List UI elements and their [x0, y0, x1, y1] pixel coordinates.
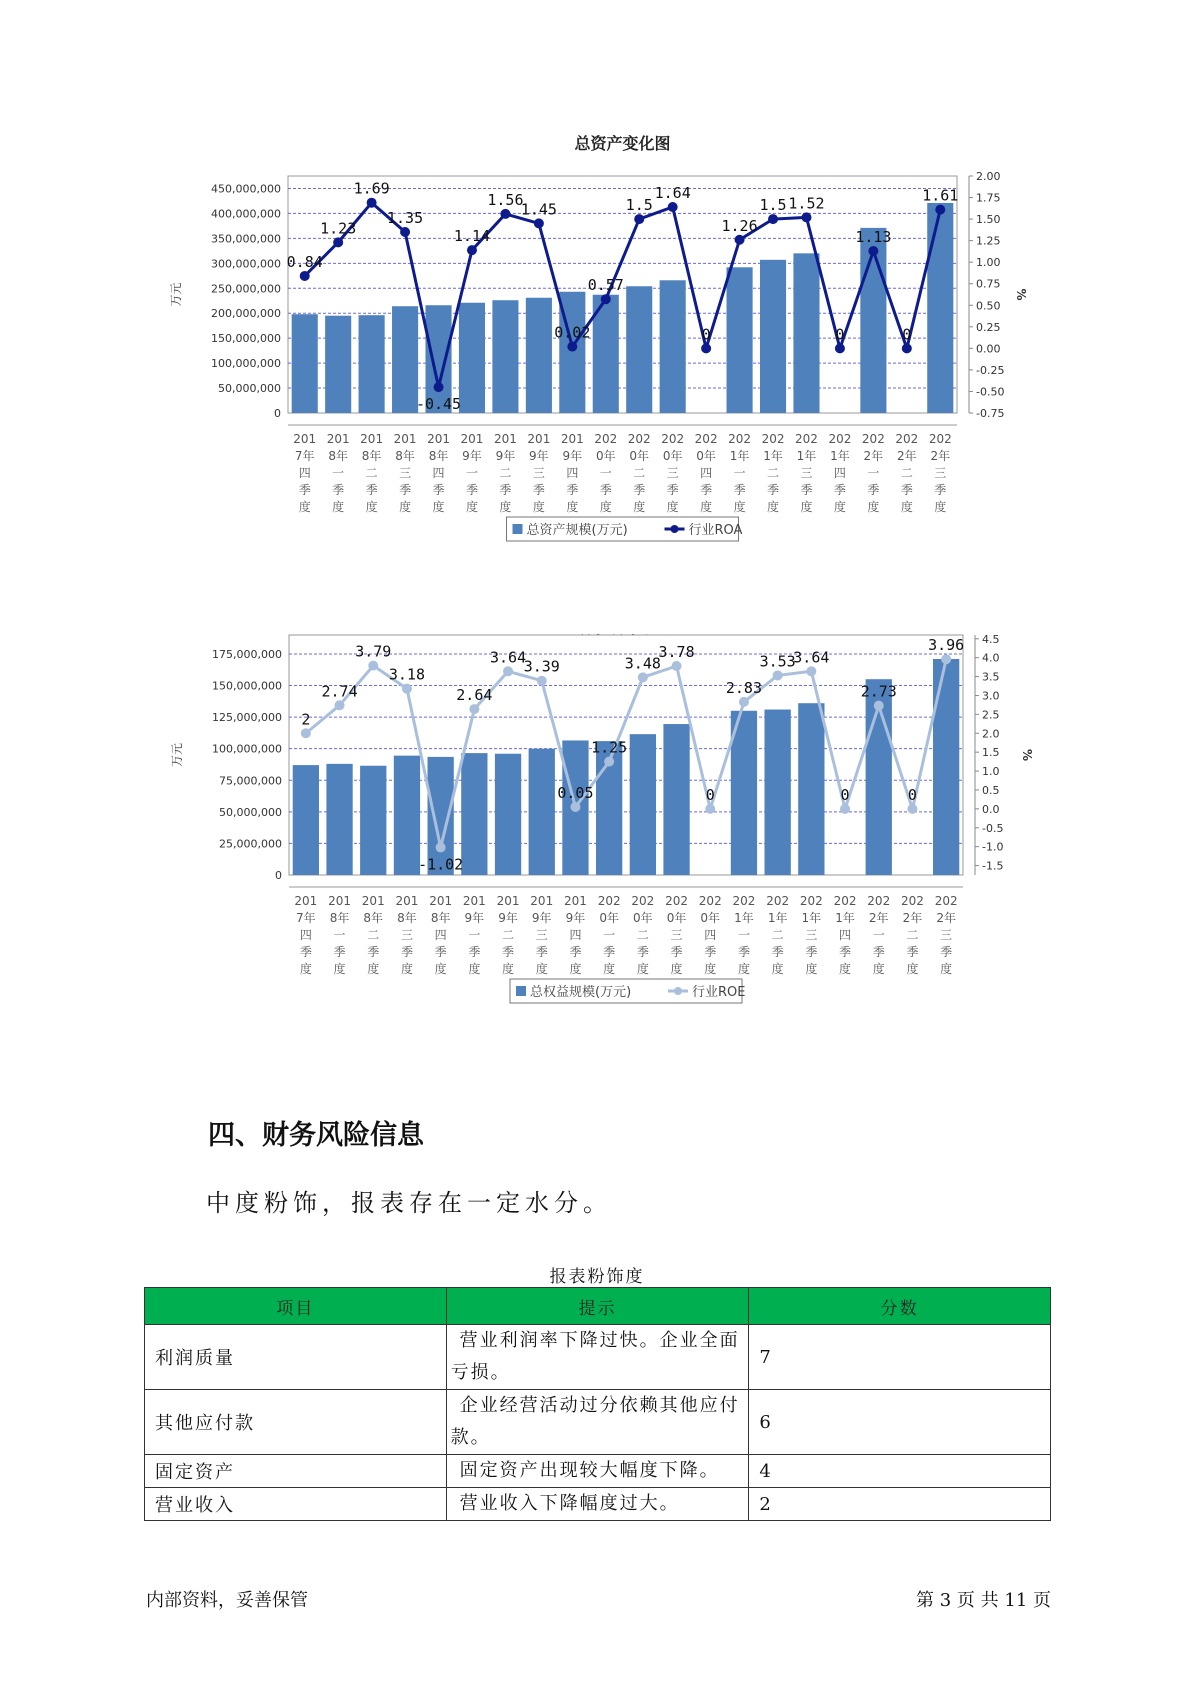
bar [461, 753, 487, 875]
y-tick-label: 150,000,000 [212, 679, 282, 693]
ratio-data-label: 2.74 [321, 682, 358, 701]
bar [360, 766, 386, 875]
total-equity-chart [170, 632, 1034, 1095]
y-tick-label: 50,000,000 [218, 382, 281, 396]
bar [927, 203, 953, 413]
x-tick-label: 202 0年二季度 [627, 432, 651, 514]
ratio-point [469, 704, 479, 714]
bar [492, 300, 518, 413]
x-tick-label: 202 0年二季度 [631, 894, 655, 976]
y2-tick-label: 4.0 [982, 651, 1000, 665]
ratio-data-label: 0 [705, 785, 715, 804]
x-tick-label: 202 0年三季度 [665, 894, 689, 976]
table-caption: 报表粉饰度 [549, 1267, 645, 1287]
x-tick-label: 201 8年四季度 [429, 894, 453, 976]
ratio-data-label: 3.39 [523, 657, 560, 676]
ratio-data-label: 0 [835, 325, 845, 344]
ratio-data-label: 1.13 [855, 227, 892, 246]
x-tick-label: 201 9年一季度 [462, 894, 486, 976]
table-row [145, 1325, 1051, 1390]
y-tick-label: 450,000,000 [211, 182, 281, 196]
y2-tick-label: 3.0 [982, 689, 1000, 703]
x-tick-label: 202 1年三季度 [799, 894, 823, 976]
row-item: 其他应付款 [145, 1390, 447, 1455]
y-tick-label: 125,000,000 [212, 711, 282, 725]
row-hint-line: 款。 [450, 1427, 491, 1448]
table-header-row [145, 1288, 1051, 1325]
ratio-data-label: 0.57 [587, 276, 624, 295]
x-tick-label: 201 8年三季度 [393, 432, 417, 514]
y2-tick-label: 2.0 [982, 727, 1000, 741]
row-item: 营业收入 [145, 1488, 447, 1521]
x-tick-label: 202 1年二季度 [761, 432, 785, 514]
row-score: 7 [749, 1325, 1051, 1390]
bar [765, 710, 791, 875]
x-tick-label: 201 8年三季度 [395, 894, 419, 976]
y-tick-label: 0 [274, 407, 281, 420]
y-tick-label: 75,000,000 [219, 774, 282, 788]
y-tick-label: 300,000,000 [211, 257, 281, 271]
ratio-point [638, 672, 648, 682]
x-tick-label: 202 0年一季度 [594, 432, 618, 514]
ratio-point [400, 227, 410, 237]
ratio-data-label: 0.84 [286, 252, 323, 271]
ratio-data-label: 0 [907, 785, 917, 804]
x-tick-label: 201 9年四季度 [563, 894, 587, 976]
y2-tick-label: 4.5 [982, 632, 1000, 646]
row-hint [446, 1390, 749, 1455]
y-tick-label: 200,000,000 [211, 307, 281, 321]
ratio-data-label: 3.53 [759, 652, 796, 671]
x-tick-label: 202 1年四季度 [833, 894, 857, 976]
x-tick-label: 202 2年二季度 [900, 894, 924, 976]
y-tick-label: 150,000,000 [211, 332, 281, 346]
table-row [145, 1488, 1051, 1521]
y2-tick-label: -1.5 [982, 859, 1004, 873]
x-tick-label: 201 9年一季度 [460, 432, 484, 514]
y2-tick-label: 1.5 [982, 746, 1000, 760]
y2-tick-label: 0.50 [976, 299, 1001, 313]
ratio-point [402, 684, 412, 694]
legend-line-marker [671, 525, 679, 533]
y2-tick-label: -0.50 [976, 385, 1005, 399]
ratio-point [368, 661, 378, 671]
ratio-point [333, 237, 343, 247]
y-tick-label: 0 [275, 869, 282, 882]
legend-line-label: 行业ROA [688, 523, 743, 538]
ratio-point [567, 342, 577, 352]
ratio-data-label: 0 [902, 325, 912, 344]
y-tick-label: 250,000,000 [211, 282, 281, 296]
bar [798, 703, 824, 875]
table-row [145, 1455, 1051, 1488]
x-tick-label: 202 0年三季度 [661, 432, 685, 514]
ratio-point [300, 271, 310, 281]
row-item: 固定资产 [145, 1455, 447, 1488]
ratio-data-label: 1.5 [759, 196, 787, 215]
legend-line-label: 行业ROE [692, 985, 746, 1000]
y2-tick-label: 0.25 [976, 320, 1001, 334]
total-assets-chart-svg [169, 134, 1028, 596]
ratio-data-label: 3.79 [355, 642, 392, 661]
ratio-data-label: 1.23 [320, 219, 357, 238]
ratio-point [902, 343, 912, 353]
x-tick-label: 202 1年三季度 [795, 432, 818, 514]
ratio-point [801, 212, 811, 222]
total-equity-chart-svg [170, 632, 1034, 1095]
ratio-point [668, 202, 678, 212]
y-tick-label: 25,000,000 [219, 837, 282, 851]
ratio-data-label: 1.45 [520, 200, 557, 219]
y-tick-label: 350,000,000 [211, 232, 281, 246]
ratio-data-label: 1.64 [654, 184, 691, 203]
ratio-point [570, 802, 580, 812]
section-title: 四、财务风险信息 [208, 1120, 424, 1151]
row-hint-line: 固定资产出现较大幅度下降。 [459, 1460, 720, 1481]
ratio-point [705, 804, 715, 814]
y2-tick-label: 1.75 [976, 191, 1001, 205]
ratio-data-label: 1.52 [788, 194, 825, 213]
x-tick-label: 202 1年一季度 [728, 432, 752, 514]
ratio-point [868, 246, 878, 256]
row-hint-line: 亏损。 [450, 1362, 511, 1383]
ratio-data-label: 2.73 [860, 682, 897, 701]
legend-bar-swatch [513, 524, 523, 534]
ratio-data-label: 0 [840, 785, 850, 804]
row-hint-line: 营业利润率下降过快。企业全面 [459, 1330, 740, 1351]
x-tick-label: 202 1年一季度 [732, 894, 756, 976]
ratio-data-label: 0 [701, 325, 711, 344]
y2-tick-label: -1.0 [982, 840, 1004, 854]
footer-confidential: 内部资料，妥善保管 [146, 1590, 308, 1611]
ratio-point [672, 661, 682, 671]
bar [793, 253, 819, 413]
y-axis-unit: 万元 [169, 282, 183, 307]
y-axis-unit: 万元 [170, 742, 184, 768]
ratio-data-label: 3.18 [388, 665, 426, 684]
y-tick-label: 175,000,000 [212, 647, 282, 661]
table-row [145, 1390, 1051, 1455]
ratio-point [434, 382, 444, 392]
x-tick-label: 202 1年二季度 [766, 894, 790, 976]
y2-tick-label: 1.00 [976, 256, 1001, 270]
ratio-data-label: 0.02 [554, 323, 591, 342]
ratio-data-label: 0.05 [557, 783, 594, 802]
ratio-point [935, 205, 945, 215]
y2-tick-label: -0.5 [982, 821, 1004, 835]
x-tick-label: 201 9年二季度 [496, 894, 520, 976]
y2-tick-label: 0.0 [982, 802, 1000, 816]
y2-tick-label: 0.5 [982, 783, 1000, 797]
ratio-point [773, 670, 783, 680]
ratio-point [367, 198, 377, 208]
ratio-point [840, 804, 850, 814]
row-score: 4 [749, 1455, 1051, 1488]
ratio-data-label: 3.78 [658, 642, 695, 661]
bar [630, 734, 656, 875]
ratio-point [634, 214, 644, 224]
ratio-point [941, 654, 951, 664]
ratio-point [534, 218, 544, 228]
y2-axis-unit: % [1020, 748, 1034, 762]
y2-tick-label: 2.00 [976, 170, 1001, 183]
ratio-data-label: 3.64 [793, 648, 830, 667]
bar [663, 724, 689, 875]
ratio-data-label: 1.14 [453, 227, 491, 246]
x-tick-label: 202 2年三季度 [928, 432, 952, 514]
bar [292, 314, 318, 413]
x-tick-label: 201 9年三季度 [530, 894, 554, 976]
y-tick-label: 50,000,000 [219, 805, 282, 819]
x-tick-label: 202 2年一季度 [867, 894, 891, 976]
ratio-point [537, 676, 547, 686]
ratio-data-label: 3.48 [624, 654, 661, 673]
x-tick-label: 201 8年二季度 [361, 894, 385, 976]
bar [727, 267, 753, 413]
y2-tick-label: 2.5 [982, 708, 1000, 722]
y2-tick-label: 0.00 [976, 342, 1001, 356]
ratio-data-label: -0.45 [415, 395, 462, 414]
bar [394, 756, 420, 875]
y2-tick-label: 3.5 [982, 670, 1000, 684]
ratio-point [436, 842, 446, 852]
bar [626, 286, 652, 413]
x-tick-label: 202 0年四季度 [694, 432, 718, 514]
bar [325, 316, 351, 413]
x-tick-label: 202 2年一季度 [861, 432, 885, 514]
bar [459, 303, 485, 413]
y2-axis-unit: % [1014, 288, 1028, 301]
y2-tick-label: 0.75 [976, 277, 1001, 291]
x-tick-label: 202 1年四季度 [828, 432, 852, 514]
x-tick-label: 201 8年四季度 [427, 432, 450, 514]
row-item: 利润质量 [145, 1325, 447, 1390]
legend-bar-label: 总资产规模(万元) [526, 523, 628, 538]
ratio-data-label: 1.5 [625, 196, 653, 215]
y-tick-label: 400,000,000 [211, 207, 281, 221]
row-score: 6 [749, 1390, 1051, 1455]
x-tick-label: 201 9年三季度 [527, 432, 551, 514]
y-tick-label: 100,000,000 [212, 742, 282, 756]
bar [933, 659, 959, 875]
x-tick-label: 201 9年二季度 [493, 432, 517, 514]
y2-tick-label: 1.50 [976, 213, 1001, 227]
header-item: 项目 [145, 1288, 447, 1325]
ratio-point [503, 666, 513, 676]
risk-table [144, 1287, 1051, 1521]
bar [760, 260, 786, 413]
ratio-point [601, 294, 611, 304]
ratio-data-label: 3.64 [489, 648, 527, 667]
ratio-point [835, 343, 845, 353]
row-hint-line: 营业收入下降幅度过大。 [459, 1493, 680, 1514]
chart-title: 总资产变化图 [574, 134, 671, 153]
x-tick-label: 201 7年四季度 [293, 432, 317, 514]
bar [392, 306, 418, 413]
ratio-point [874, 701, 884, 711]
ratio-data-label: 1.61 [922, 186, 959, 205]
bar [293, 765, 319, 875]
bar [660, 280, 686, 413]
ratio-point [335, 700, 345, 710]
ratio-point [701, 343, 711, 353]
legend-bar-label: 总权益规模(万元) [530, 985, 632, 1000]
ratio-point [907, 804, 917, 814]
bar [495, 754, 521, 875]
ratio-data-label: 2.64 [456, 686, 493, 705]
ratio-data-label: 2.83 [725, 678, 763, 697]
ratio-point [735, 235, 745, 245]
ratio-data-label: -1.02 [418, 855, 464, 874]
y-tick-label: 100,000,000 [211, 357, 281, 371]
x-tick-label: 202 2年二季度 [895, 432, 919, 514]
y2-tick-label: 1.0 [982, 765, 1000, 779]
risk-summary: 中度粉饰，报表存在一定水分。 [206, 1189, 612, 1217]
row-hint [446, 1455, 749, 1488]
ratio-point [739, 697, 749, 707]
ratio-point [806, 666, 816, 676]
ratio-point [768, 214, 778, 224]
ratio-data-label: 1.56 [487, 190, 524, 209]
y2-tick-label: -0.25 [976, 363, 1005, 377]
x-tick-label: 201 8年二季度 [360, 432, 384, 514]
ratio-data-label: 1.26 [721, 216, 758, 235]
ratio-data-label: 1.35 [387, 209, 424, 228]
ratio-point [500, 209, 510, 219]
ratio-point [467, 245, 477, 255]
x-tick-label: 201 8年一季度 [326, 432, 350, 514]
ratio-data-label: 2 [301, 710, 311, 729]
bar [526, 298, 552, 413]
footer-page-number: 第 3 页 共 11 页 [916, 1590, 1051, 1611]
bar [326, 764, 352, 875]
header-hint: 提示 [446, 1288, 749, 1325]
ratio-data-label: 1.25 [591, 738, 628, 757]
y2-tick-label: 1.25 [976, 234, 1001, 248]
bar [359, 315, 385, 413]
ratio-data-label: 3.96 [928, 636, 965, 655]
x-tick-label: 202 0年一季度 [597, 894, 621, 976]
ratio-point [301, 728, 311, 738]
legend-line-marker [674, 987, 682, 995]
x-tick-label: 201 9年四季度 [560, 432, 584, 514]
ratio-point [604, 757, 614, 767]
row-hint [446, 1488, 749, 1521]
x-tick-label: 201 7年四季度 [294, 894, 318, 976]
legend-bar-swatch [516, 986, 526, 996]
total-assets-chart [169, 134, 1028, 596]
header-score: 分数 [749, 1288, 1051, 1325]
y2-tick-label: -0.75 [976, 407, 1005, 420]
x-tick-label: 202 0年四季度 [698, 894, 722, 976]
x-tick-label: 201 8年一季度 [328, 894, 352, 976]
ratio-data-label: 1.69 [353, 179, 390, 198]
bar [529, 749, 555, 875]
row-score: 2 [749, 1488, 1051, 1521]
row-hint [446, 1325, 749, 1390]
row-hint-line: 企业经营活动过分依赖其他应付 [459, 1395, 740, 1416]
x-tick-label: 202 2年三季度 [934, 894, 958, 976]
